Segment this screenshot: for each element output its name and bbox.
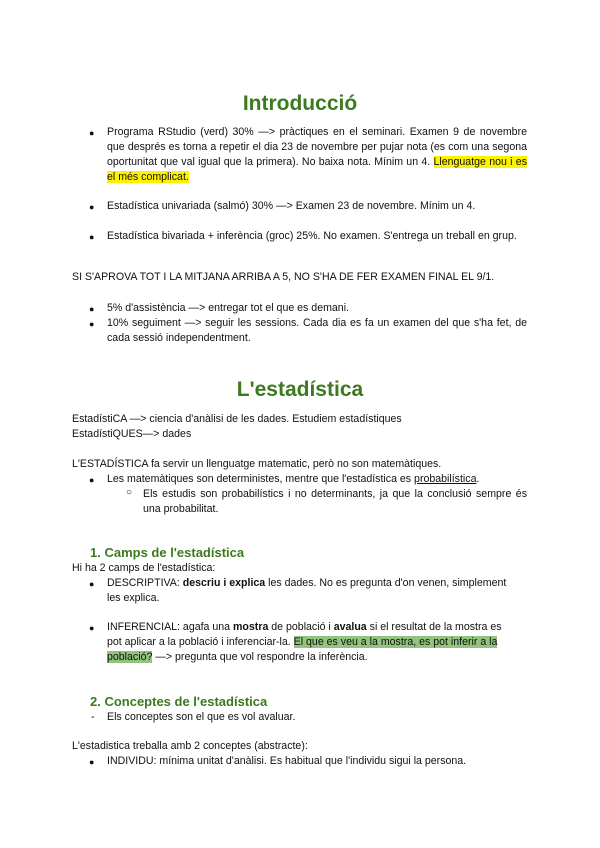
list-item (107, 472, 527, 487)
list-item-text: les explica. (107, 592, 160, 604)
paragraph: Hi ha 2 camps de l'estadística: (72, 562, 216, 574)
bullet-dot: ● (89, 757, 95, 767)
bullet-dot: ● (89, 202, 95, 212)
dash-marker: - (91, 711, 95, 723)
bold-text: descriu i explica (182, 577, 266, 589)
highlighted-text: Llenguatge nou i es el més complicat. (107, 156, 527, 183)
list-item-text: Programa RStudio (verd) 30% —> pràctiques en el seminari. Examen 9 de novembre que després es torna a repetir el dia 23 de novembre per pujar nota (es com una segona oportunitat que val igual que la primera). No baixa nota. Mínim un 4. (107, 126, 527, 168)
bullet-dot: ● (89, 232, 95, 242)
list-item-text: pot aplicar a la població i inferenciar-la. (107, 636, 294, 648)
list-item: Els conceptes son el que es vol avaluar. (107, 711, 296, 723)
bullet-dot: ● (89, 128, 95, 138)
definition-line: EstadístiQUES—> dades (72, 428, 192, 440)
bullet-dot: ● (89, 319, 95, 329)
list-item-text: les dades. No es pregunta d'on venen, simplement (265, 577, 507, 589)
list-item: 10% seguiment —> seguir les sessions. Cada dia es fa un examen del que s'ha fet, de cada sessió independentment. (107, 317, 527, 344)
sub-bullet-circle: ○ (126, 487, 133, 498)
list-item-text: INFERENCIAL: agafa una (107, 621, 234, 633)
underlined-text: probabilística (414, 473, 477, 485)
definition-line: EstadístiCA —> ciencia d'anàlisi de les dades. Estudiem estadístiques (72, 413, 402, 425)
paragraph: L'estadistica treballa amb 2 conceptes (abstracte): (72, 740, 308, 752)
list-item (107, 620, 532, 665)
section-title-introduccio: Introducció (242, 92, 358, 115)
bullet-dot: ● (89, 623, 95, 633)
list-item-text: de població i (268, 621, 334, 633)
list-item: 5% d'assistència —> entregar tot el que es demani. (107, 302, 349, 314)
list-item-text: Les matemàtiques son deterministes, mentre que l'estadística es (107, 473, 415, 485)
list-item-text: . (476, 473, 480, 485)
bullet-dot: ● (89, 304, 95, 314)
bold-text: mostra (233, 621, 269, 633)
highlighted-text: població? (107, 651, 153, 663)
paragraph: L'ESTADÍSTICA fa servir un llenguatge matematic, però no son matemàtiques. (72, 458, 442, 470)
list-item-text: DESCRIPTIVA: (107, 577, 183, 589)
bold-text: avalua (333, 621, 367, 633)
list-item: Estadística univariada (salmó) 30% —> Examen 23 de novembre. Mínim un 4. (107, 200, 476, 212)
list-item: Estadística bivariada + inferència (groc) 25%. No examen. S'entrega un treball en grup. (107, 230, 517, 242)
list-item-text: —> pregunta que vol respondre la inferència. (152, 651, 368, 663)
bullet-dot: ● (89, 579, 95, 589)
list-item: INDIVIDU: mínima unitat d'anàlisi. Es habitual que l'individu sigui la persona. (107, 755, 467, 767)
subheading-camps: 1. Camps de l'estadística (90, 545, 245, 560)
bullet-dot: ● (89, 475, 95, 485)
approval-note: SI S'APROVA TOT I LA MITJANA ARRIBA A 5, NO S'HA DE FER EXAMEN FINAL EL 9/1. (72, 271, 495, 283)
highlighted-text: El que es veu a la mostra, es pot inferir a la (293, 636, 498, 648)
section-title-estadistica: L'estadística (236, 378, 364, 401)
subheading-conceptes: 2. Conceptes de l'estadística (90, 694, 268, 709)
list-item-text: si el resultat de la mostra es (366, 621, 502, 633)
sub-list-item: Els estudis son probabilístics i no determinants, ja que la conclusió sempre és una probabilitat. (143, 488, 527, 515)
list-item (107, 125, 527, 185)
list-item (107, 576, 532, 606)
